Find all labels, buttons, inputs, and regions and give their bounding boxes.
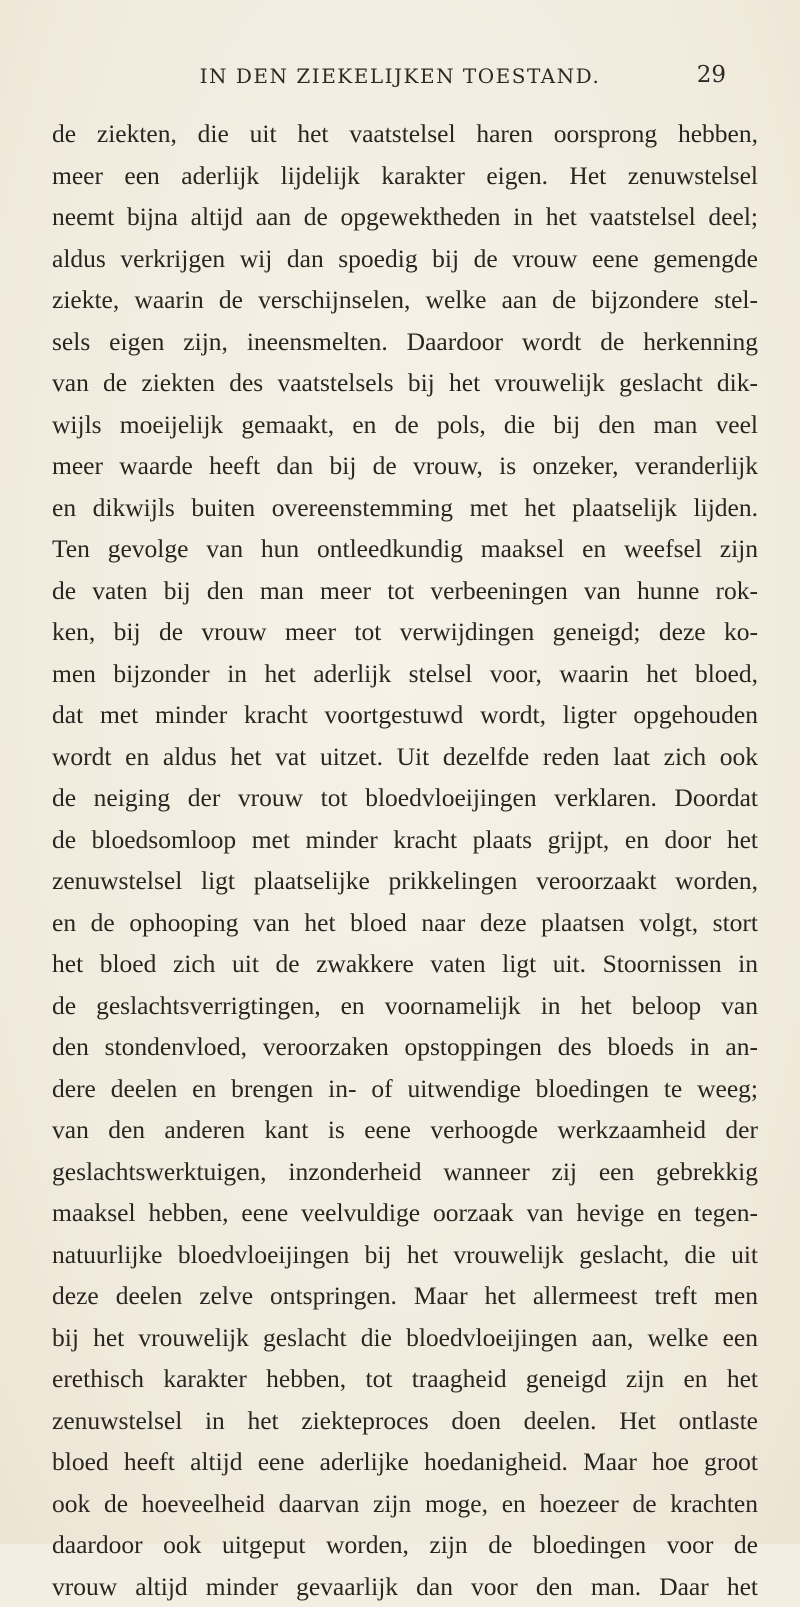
text-line: zenuwstelsel ligt plaatselijke prikkelingen veroorzaakt worden, xyxy=(52,860,758,902)
page-number: 29 xyxy=(697,62,726,88)
text-line: bloed heeft altijd eene aderlijke hoedanigheid. Maar hoe groot xyxy=(52,1441,758,1483)
text-line: erethisch karakter hebben, tot traagheid geneigd zijn en het xyxy=(52,1358,758,1400)
text-line: ziekte, waarin de verschijnselen, welke aan de bijzondere stel- xyxy=(52,279,758,321)
text-line: bij het vrouwelijk geslacht die bloedvloeijingen aan, welke een xyxy=(52,1317,758,1359)
text-line: aldus verkrijgen wij dan spoedig bij de vrouw eene gemengde xyxy=(52,238,758,280)
text-line: de bloedsomloop met minder kracht plaats grijpt, en door het xyxy=(52,819,758,861)
text-line: ken, bij de vrouw meer tot verwijdingen geneigd; deze ko- xyxy=(52,611,758,653)
text-line: meer waarde heeft dan bij de vrouw, is onzeker, veranderlijk xyxy=(52,445,758,487)
text-line: wijls moeijelijk gemaakt, en de pols, die bij den man veel xyxy=(52,404,758,446)
text-line: deze deelen zelve ontspringen. Maar het allermeest treft men xyxy=(52,1275,758,1317)
text-line: dat met minder kracht voortgestuwd wordt, ligter opgehouden xyxy=(52,694,758,736)
text-line: meer een aderlijk lijdelijk karakter eigen. Het zenuwstelsel xyxy=(52,155,758,197)
text-line: Ten gevolge van hun ontleedkundig maaksel en weefsel zijn xyxy=(52,528,758,570)
text-line: de ziekten, die uit het vaatstelsel haren oorsprong hebben, xyxy=(52,113,758,155)
text-line: sels eigen zijn, ineensmelten. Daardoor wordt de herkenning xyxy=(52,321,758,363)
running-title: IN DEN ZIEKELIJKEN TOESTAND. xyxy=(0,64,800,88)
text-line: neemt bijna altijd aan de opgewektheden in het vaatstelsel deel; xyxy=(52,196,758,238)
text-line: men bijzonder in het aderlijk stelsel voor, waarin het bloed, xyxy=(52,653,758,695)
body-text xyxy=(52,113,758,1607)
text-line: dere deelen en brengen in- of uitwendige bloedingen te weeg; xyxy=(52,1068,758,1110)
text-line: de geslachtsverrigtingen, en voornamelijk in het beloop van xyxy=(52,985,758,1027)
text-line: het bloed zich uit de zwakkere vaten ligt uit. Stoornissen in xyxy=(52,943,758,985)
text-line: zenuwstelsel in het ziekteproces doen deelen. Het ontlaste xyxy=(52,1400,758,1442)
text-line: en de ophooping van het bloed naar deze plaatsen volgt, stort xyxy=(52,902,758,944)
text-line: natuurlijke bloedvloeijingen bij het vrouwelijk geslacht, die uit xyxy=(52,1234,758,1276)
text-line: ook de hoeveelheid daarvan zijn moge, en hoezeer de krachten xyxy=(52,1483,758,1525)
text-line: maaksel hebben, eene veelvuldige oorzaak van hevige en tegen- xyxy=(52,1192,758,1234)
text-line: daardoor ook uitgeput worden, zijn de bloedingen voor de xyxy=(52,1524,758,1566)
text-line: van de ziekten des vaatstelsels bij het vrouwelijk geslacht dik- xyxy=(52,362,758,404)
text-line: van den anderen kant is eene verhoogde werkzaamheid der xyxy=(52,1109,758,1151)
text-line: de vaten bij den man meer tot verbeeningen van hunne rok- xyxy=(52,570,758,612)
text-line: vrouw altijd minder gevaarlijk dan voor den man. Daar het xyxy=(52,1566,758,1607)
text-line: geslachtswerktuigen, inzonderheid wanneer zij een gebrekkig xyxy=(52,1151,758,1193)
text-line: de neiging der vrouw tot bloedvloeijingen verklaren. Doordat xyxy=(52,777,758,819)
text-line: en dikwijls buiten overeenstemming met het plaatselijk lijden. xyxy=(52,487,758,529)
running-head xyxy=(0,64,800,96)
text-line: den stondenvloed, veroorzaken opstoppingen des bloeds in an- xyxy=(52,1026,758,1068)
text-line: wordt en aldus het vat uitzet. Uit dezelfde reden laat zich ook xyxy=(52,736,758,778)
